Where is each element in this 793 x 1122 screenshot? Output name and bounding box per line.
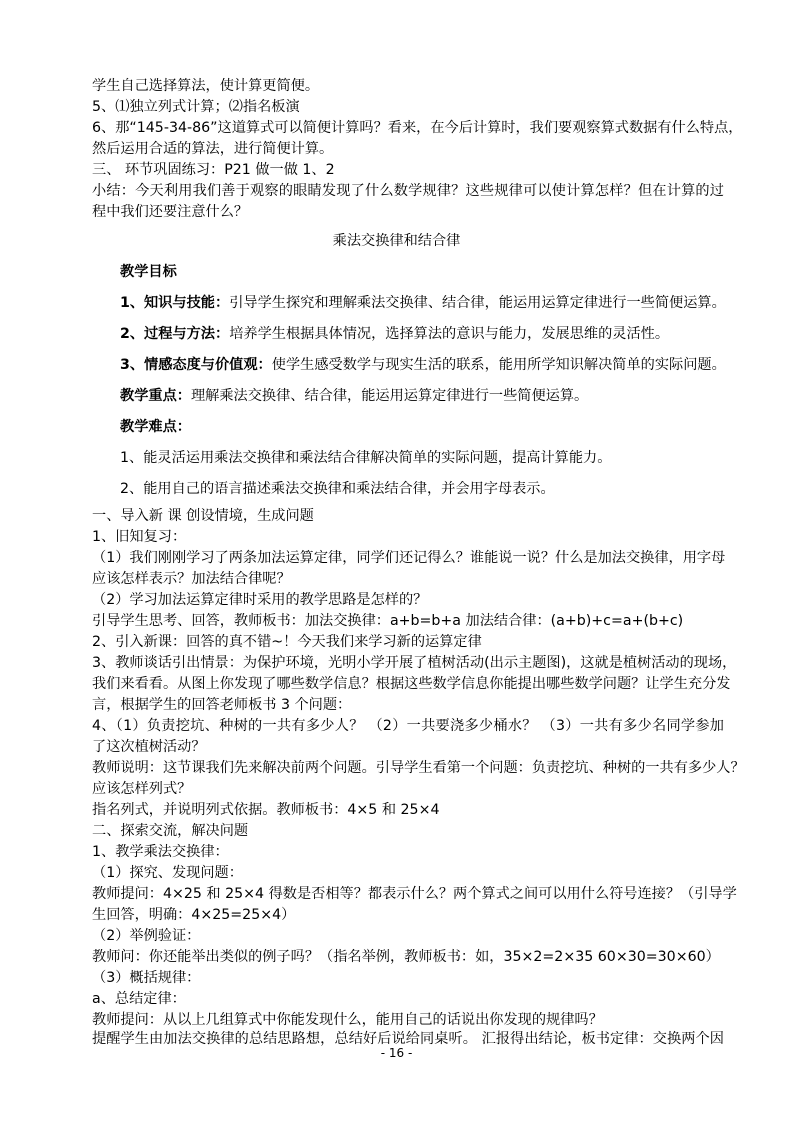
goal-attitude bbox=[120, 355, 726, 375]
key-point-label: 教学重点： bbox=[120, 388, 191, 404]
body-line-3: （1）我们刚刚学习了两条加法运算定律，同学们还记得么？谁能说一说？什么是加法交换律，用字母 bbox=[92, 550, 726, 566]
intro-line-2: 5、⑴独立列式计算；⑵指名板演 bbox=[92, 99, 300, 115]
body-line-5: （2）学习加法运算定律时采用的教学思路是怎样的？ bbox=[92, 592, 428, 608]
difficulty-heading: 教学难点： bbox=[120, 419, 191, 435]
goal-process-text: 培养学生根据具体情况，选择算法的意识与能力，发展思维的灵活性。 bbox=[229, 326, 670, 342]
body-line-18: （1）探究、发现问题： bbox=[92, 865, 243, 881]
body-line-8: 3、教师谈话引出情景：为保护环境，光明小学开展了植树活动(出示主题图)，这就是植树活动的现场， bbox=[92, 655, 737, 671]
goal-process bbox=[120, 324, 720, 344]
difficulty-item-1: 1、能灵活运用乘法交换律和乘法结合律解决简单的实际问题，提高计算能力。 bbox=[120, 450, 612, 466]
body-line-10: 言，根据学生的回答老师板书 3 个问题： bbox=[92, 697, 352, 713]
lesson-title: 乘法交换律和结合律 bbox=[332, 233, 461, 249]
goal-process-label: 2、过程与方法： bbox=[120, 326, 230, 342]
goals-heading: 教学目标 bbox=[120, 264, 177, 280]
key-point bbox=[120, 386, 720, 406]
intro-line-4: 然后运用合适的算法，进行简便计算。 bbox=[92, 141, 334, 157]
goal-knowledge bbox=[120, 293, 726, 313]
body-line-25: 教师提问：从以上几组算式中你能发现什么，能用自己的话说出你发现的规律吗？ bbox=[92, 1012, 603, 1028]
body-line-1: 一、导入新 课 创设情境，生成问题 bbox=[92, 508, 314, 524]
goal-attitude-label: 3、情感态度与价值观： bbox=[120, 357, 272, 373]
body-line-12: 了这次植树活动？ bbox=[92, 739, 206, 755]
body-line-4: 应该怎样表示？加法结合律呢？ bbox=[92, 571, 291, 587]
body-line-9: 我们来看看。从图上你发现了哪些数学信息？根据这些数学信息你能提出哪些数学问题？让学生充分发 bbox=[92, 676, 731, 692]
body-line-15: 指名列式，并说明列式依据。教师板书：4×5 和 25×4 bbox=[92, 802, 440, 818]
body-line-23: （3）概括规律： bbox=[92, 970, 201, 986]
body-line-7: 2、引入新课：回答的真不错~！今天我们来学习新的运算定律 bbox=[92, 634, 482, 650]
body-line-2: 1、旧知复习： bbox=[92, 529, 187, 545]
page-number: - 16 - bbox=[380, 1046, 413, 1060]
body-line-21: （2）举例验证： bbox=[92, 928, 201, 944]
body-line-24: a、总结定律： bbox=[92, 991, 186, 1007]
intro-line-1: 学生自己选择算法，使计算更简便。 bbox=[92, 78, 320, 94]
summary-line-1: 小结：今天利用我们善于观察的眼睛发现了什么数学规律？这些规律可以使计算怎样？但在计算的过 bbox=[92, 183, 724, 199]
key-point-text: 理解乘法交换律、结合律，能运用运算定律进行一些简便运算。 bbox=[190, 388, 589, 404]
body-line-6: 引导学生思考、回答，教师板书：加法交换律：a+b=b+a 加法结合律：(a+b)+c=a+(b+c) bbox=[92, 613, 684, 629]
body-line-16: 二、探索交流，解决问题 bbox=[92, 823, 249, 839]
goal-knowledge-text: 引导学生探究和理解乘法交换律、结合律，能运用运算定律进行一些简便运算。 bbox=[229, 295, 726, 311]
intro-line-3: 6、那“145-34-86”这道算式可以简便计算吗？看来，在今后计算时，我们要观察算式数据有什么特点， bbox=[92, 120, 743, 136]
body-line-11: 4、（1）负责挖坑、种树的一共有多少人？ （2）一共要浇多少桶水？ （3）一共有多少名同学参加 bbox=[92, 718, 724, 734]
body-line-19: 教师提问：4×25 和 25×4 得数是否相等？都表示什么？两个算式之间可以用什么符号连接？（引导学 bbox=[92, 886, 737, 902]
body-line-20: 生回答，明确：4×25=25×4） bbox=[92, 907, 296, 923]
goal-attitude-text: 使学生感受数学与现实生活的联系，能用所学知识解决简单的实际问题。 bbox=[271, 357, 726, 373]
summary-line-2: 程中我们还要注意什么？ bbox=[92, 204, 249, 220]
body-line-26: 提醒学生由加法交换律的总结思路想，总结好后说给同桌听。 汇报得出结论，板书定律：交换两个因 bbox=[92, 1031, 724, 1047]
body-line-22: 教师问：你还能举出类似的例子吗？（指名举例，教师板书：如，35×2=2×35 60×30=30×60） bbox=[92, 949, 720, 965]
body-line-13: 教师说明：这节课我们先来解决前两个问题。引导学生看第一个问题：负责挖坑、种树的一共有多少人？ bbox=[92, 760, 745, 776]
goal-knowledge-label: 1、知识与技能： bbox=[120, 295, 230, 311]
body-line-17: 1、教学乘法交换律： bbox=[92, 844, 229, 860]
intro-line-5: 三、 环节巩固练习：P21 做一做 1、2 bbox=[92, 162, 335, 178]
difficulty-item-2: 2、能用自己的语言描述乘法交换律和乘法结合律，并会用字母表示。 bbox=[120, 481, 555, 497]
body-line-14: 应该怎样列式？ bbox=[92, 781, 192, 797]
